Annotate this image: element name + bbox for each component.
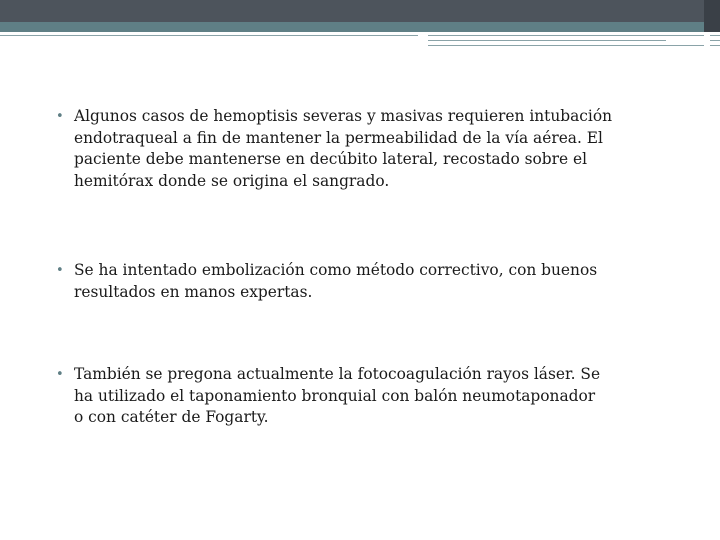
- bullet-item-photocoagulation: [56, 364, 686, 429]
- bullet-icon: •: [56, 367, 64, 382]
- bullet-icon: •: [56, 109, 64, 124]
- bullet-item-embolization: [56, 260, 686, 303]
- bullet-icon: •: [56, 263, 64, 278]
- bullet-text: También se pregona actualmente la fotocoagulación rayos láser. Se ha utilizado el taponamiento bronquial con balón neumotaponador o con catéter de Fogarty.: [74, 365, 601, 426]
- bullet-text: Se ha intentado embolización como método correctivo, con buenos resultados en manos expertas.: [74, 261, 598, 301]
- bullet-item-intubation: [56, 106, 686, 192]
- bullet-text: Algunos casos de hemoptisis severas y masivas requieren intubación endotraqueal a fin de mantener la permeabilidad de la vía aérea. El paciente debe mantenerse en decúbito lateral, recostado sobre el hemitórax donde se origina el sangrado.: [74, 107, 613, 190]
